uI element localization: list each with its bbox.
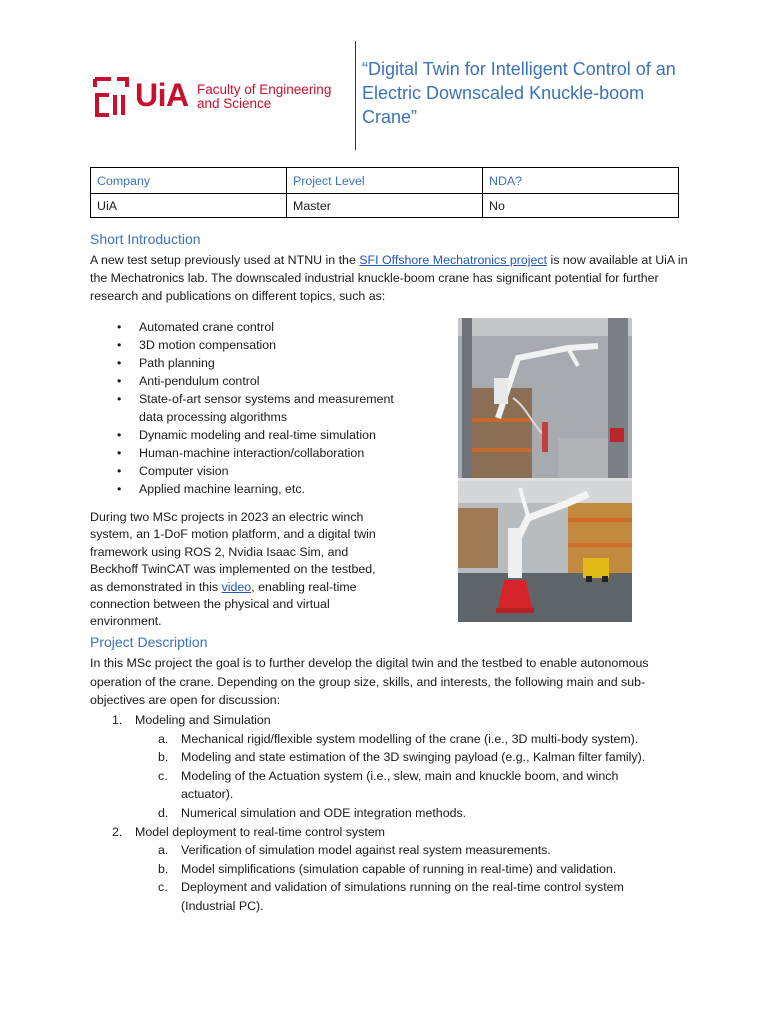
table-header-row (91, 168, 679, 194)
table-row (91, 194, 679, 218)
project-info-table (90, 167, 679, 218)
list-item: • State-of-art sensor systems and measurement data processing algorithms (117, 390, 417, 426)
sub-objective-item: c. Deployment and validation of simulations running on the real-time control system (Industrial PC). (158, 880, 624, 913)
objective-item (90, 823, 690, 842)
table-cell-nda: No (483, 194, 679, 218)
list-item: • Automated crane control (117, 318, 417, 336)
sfi-project-link[interactable]: SFI Offshore Mechatronics project (359, 253, 548, 267)
sub-objective-item: c. Modeling of the Actuation system (i.e., slew, main and knuckle boom, and winch actuator). (158, 768, 619, 802)
table-cell-company: UiA (91, 194, 287, 218)
sub-objective-item: d. Numerical simulation and ODE integration methods. (158, 805, 467, 820)
objective-number: 2. (112, 824, 123, 839)
video-link[interactable]: video (221, 579, 252, 594)
list-item: • Human-machine interaction/collaboration (117, 444, 417, 462)
objective-item (90, 711, 690, 730)
uia-logo (93, 73, 343, 123)
document-title: “Digital Twin for Intelligent Control of an Electric Downscaled Knuckle-boom Crane” (362, 59, 676, 127)
list-item: • Anti-pendulum control (117, 372, 417, 390)
list-item: • Applied machine learning, etc. (117, 480, 417, 498)
sub-objective-item: b. Modeling and state estimation of the 3D swinging payload (e.g., Kalman filter family). (158, 750, 646, 765)
sub-objective-item: a. Verification of simulation model against real system measurements. (158, 843, 551, 858)
description-paragraph: In this MSc project the goal is to further develop the digital twin and the testbed to enable autonomous operation of the crane. Depending on the group size, skills, and interests, the following main and sub-objectives are open for discussion: (90, 656, 649, 708)
table-cell-level: Master (287, 194, 483, 218)
intro-paragraph: A new test setup previously used at NTNU in the SFI Offshore Mechatronics project is now available at UiA in the Mechatronics lab. The downscaled industrial knuckle-boom crane has significant potential for further research and publications on different topics, such as: (90, 253, 688, 303)
list-item: • Path planning (117, 354, 417, 372)
objective-label: Model deployment to real-time control system (135, 824, 385, 839)
table-header-level: Project Level (287, 168, 483, 194)
uia-logo-mark-icon (93, 73, 129, 119)
list-item: • Computer vision (117, 462, 417, 480)
description-heading: Project Description (90, 634, 208, 650)
sub-objective-item: a. Mechanical rigid/flexible system modelling of the crane (i.e., 3D multi-body system). (158, 731, 639, 746)
objective-label: Modeling and Simulation (135, 713, 271, 727)
header-divider (355, 41, 356, 150)
testbed-paragraph: During two MSc projects in 2023 an electric winch system, an 1-DoF motion platform, and a digital twin framework using ROS 2, Nvidia Isaac Sim, and Beckhoff TwinCAT was implemented on the testbed, as demonstrated in this video, enabling real-time connection between the physical and virtual environment. (90, 510, 376, 629)
logo-brand-text: UiA (135, 77, 189, 113)
objective-number: 1. (112, 713, 123, 727)
objectives-list (90, 711, 690, 916)
sub-objective-item: b. Model simplifications (simulation capable of running in real-time) and validation. (158, 861, 617, 876)
table-header-company: Company (91, 168, 287, 194)
crane-testbed-photo (458, 318, 632, 622)
topics-list (117, 318, 417, 498)
logo-faculty-text: Faculty of Engineering and Science (197, 82, 332, 111)
list-item: • Dynamic modeling and real-time simulation (117, 426, 417, 444)
list-item: • 3D motion compensation (117, 336, 417, 354)
table-header-nda: NDA? (483, 168, 679, 194)
intro-heading: Short Introduction (90, 231, 201, 247)
